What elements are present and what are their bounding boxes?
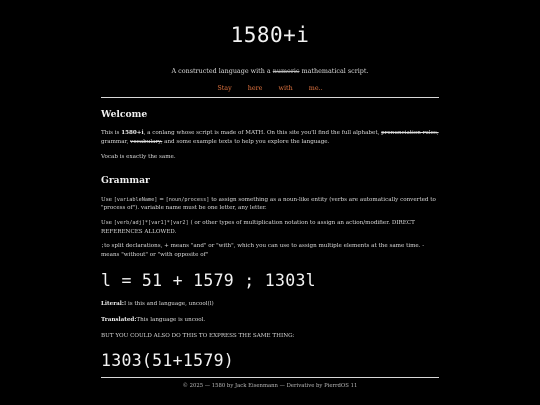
tagline [101, 67, 439, 75]
nav-link-with[interactable]: with [278, 84, 293, 92]
footer-divider [101, 377, 439, 378]
equals-sign: = [159, 196, 164, 203]
rule-text: Use [101, 196, 112, 203]
grammar-rule-multiply [101, 219, 439, 236]
alternate-note: BUT YOU COULD ALSO DO THIS TO EXPRESS THE SAME THING: [101, 332, 295, 339]
nav-link-me[interactable]: me.. [308, 84, 323, 92]
grammar-rule-split [101, 242, 439, 259]
nav-link-stay[interactable]: Stay [217, 84, 232, 92]
struck-pronunciation: pronunciation rules, [381, 130, 439, 136]
translated-line [101, 316, 439, 325]
nav-bar [101, 84, 439, 92]
translated-label: Translated: [101, 316, 137, 323]
welcome-heading: Welcome [101, 109, 148, 120]
tagline-struck-word: numeric [272, 67, 300, 75]
literal-line [101, 300, 439, 309]
code-semicolon: ; [101, 243, 105, 250]
tagline-start: A constructed language with a [171, 67, 271, 75]
literal-label: Literal: [101, 301, 124, 308]
welcome-paragraph [101, 129, 439, 146]
nav-link-here[interactable]: here [247, 84, 263, 92]
rule-text: Use [101, 219, 112, 226]
page-container [101, 0, 439, 389]
language-name: 1580+i [121, 130, 144, 136]
rule-text: ( or other types of multiplication notation to assign an action/modifier. DIRECT REFERENCES ALLOWED. [101, 219, 415, 235]
example-equation-2: 1303(51+1579) [101, 351, 235, 371]
site-title: 1580+i [230, 23, 310, 47]
welcome-text-1: This is [101, 130, 120, 136]
tagline-end: mathematical script. [301, 67, 369, 75]
example-equation-1: l = 51 + 1579 ; 1303l [101, 271, 316, 291]
grammar-rule-assign [101, 196, 439, 213]
footer: © 2025 — 1580 by Jack Eisenmann — Derivative by PierrdOS 11 [182, 383, 358, 390]
rule-text: to split declarations, + means "and" or "with", which you can use to assign multiple elements at the same time. - means "without" or "with opposite of" [101, 243, 425, 258]
rule-text: to assign something as a noun-like entity (verbs are automatically converted to "process of"). variable name must be one letter, any letter. [101, 196, 436, 212]
grammar-heading: Grammar [101, 174, 150, 186]
literal-text: I is this and language, uncool(l) [123, 301, 214, 308]
welcome-text-3: grammar, [101, 138, 129, 145]
translated-text: This language is uncool. [136, 316, 206, 323]
header-divider [101, 97, 439, 98]
welcome-text-2: , a conlang whose script is made of MATH. On this site you'll find the full alphabet, [143, 130, 380, 136]
code-verb-adj: [verb/adj]*[var1]*[var2] [113, 219, 189, 226]
struck-vocabulary: vocabulary, [130, 138, 163, 145]
code-variable-name: [variableName] [113, 196, 158, 203]
vocab-note: Vocab is exactly the same. [101, 154, 176, 161]
code-noun-process: [noun/process] [165, 196, 210, 203]
welcome-text-4: and some example texts to help you explore the language. [164, 138, 330, 145]
